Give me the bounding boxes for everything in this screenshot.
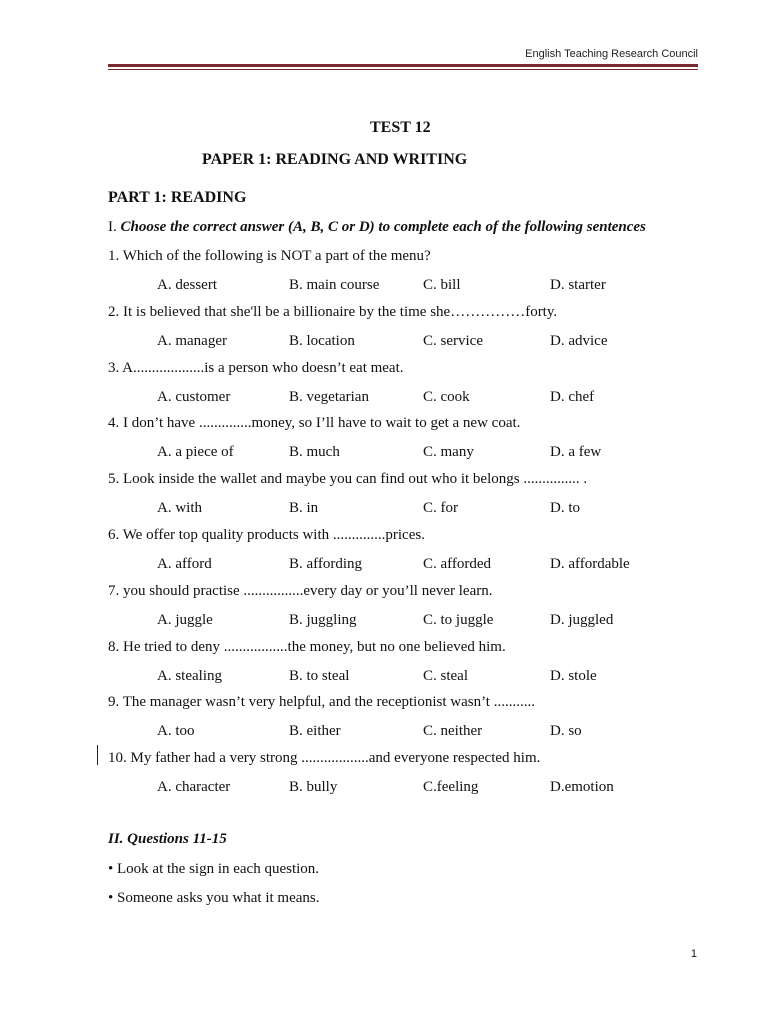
answer-option: D. to bbox=[550, 500, 580, 516]
section1-prefix: I. bbox=[108, 219, 121, 235]
answer-option: C.feeling bbox=[423, 779, 479, 795]
test-title: TEST 12 bbox=[370, 119, 431, 136]
question-stem: 5. Look inside the wallet and maybe you can find out who it belongs ............... . bbox=[108, 471, 588, 487]
answer-option: C. steal bbox=[423, 668, 468, 684]
answer-option: B. juggling bbox=[289, 612, 357, 628]
question-stem: 6. We offer top quality products with ..............prices. bbox=[108, 527, 425, 543]
header-rule-thick bbox=[108, 64, 698, 67]
answer-option: B. to steal bbox=[289, 668, 350, 684]
answer-option: A. customer bbox=[157, 389, 231, 405]
answer-option: C. many bbox=[423, 444, 474, 460]
answer-option: A. with bbox=[157, 500, 202, 516]
answer-option: D. a few bbox=[550, 444, 602, 460]
answer-option: B. vegetarian bbox=[289, 389, 369, 405]
question-stem: 3. A...................is a person who doesn’t eat meat. bbox=[108, 360, 404, 376]
section1-instruction-text: Choose the correct answer (A, B, C or D) to complete each of the following sentences bbox=[120, 219, 646, 235]
answer-option: A. juggle bbox=[157, 612, 213, 628]
section2-title: II. Questions 11-15 bbox=[108, 831, 227, 847]
answer-option: C. neither bbox=[423, 723, 483, 739]
answer-option: B. main course bbox=[289, 277, 380, 293]
answer-option: A. dessert bbox=[157, 277, 217, 293]
answer-option: C. service bbox=[423, 333, 483, 349]
answer-option: B. affording bbox=[289, 556, 363, 572]
answer-option: A. too bbox=[157, 723, 195, 739]
answer-option: A. stealing bbox=[157, 668, 222, 684]
answer-option: B. bully bbox=[289, 779, 338, 795]
answer-option: C. bill bbox=[423, 277, 461, 293]
page-number: 1 bbox=[690, 948, 697, 960]
section2-bullet: • Someone asks you what it means. bbox=[108, 890, 320, 906]
answer-option: D.emotion bbox=[550, 779, 614, 795]
answer-option: C. cook bbox=[423, 389, 470, 405]
section1-instruction bbox=[108, 218, 646, 236]
answer-option: C. afforded bbox=[423, 556, 492, 572]
section2-bullet: • Look at the sign in each question. bbox=[108, 861, 320, 877]
answer-option: C. to juggle bbox=[423, 612, 494, 628]
answer-option: C. for bbox=[423, 500, 458, 516]
answer-option: D. chef bbox=[550, 389, 595, 405]
answer-option: B. location bbox=[289, 333, 355, 349]
answer-option: B. much bbox=[289, 444, 340, 460]
answer-option: D. juggled bbox=[550, 612, 614, 628]
answer-option: D. stole bbox=[550, 668, 597, 684]
answer-option: B. either bbox=[289, 723, 341, 739]
part-title: PART 1: READING bbox=[108, 189, 247, 206]
question-stem: 10. My father had a very strong ..................and everyone respected him. bbox=[108, 750, 541, 766]
question-stem: 2. It is believed that she'll be a billionaire by the time she……………forty. bbox=[108, 304, 558, 320]
question-stem: 9. The manager wasn’t very helpful, and the receptionist wasn’t ........... bbox=[108, 694, 535, 710]
question-stem: 8. He tried to deny .................the money, but no one believed him. bbox=[108, 639, 506, 655]
header-organization: English Teaching Research Council bbox=[525, 48, 698, 60]
answer-option: D. so bbox=[550, 723, 582, 739]
answer-option: A. a piece of bbox=[157, 444, 234, 460]
answer-option: A. manager bbox=[157, 333, 227, 349]
answer-option: A. afford bbox=[157, 556, 212, 572]
paper-title: PAPER 1: READING AND WRITING bbox=[202, 151, 468, 168]
answer-option: B. in bbox=[289, 500, 319, 516]
text-cursor bbox=[97, 745, 98, 765]
question-stem: 4. I don’t have ..............money, so I’ll have to wait to get a new coat. bbox=[108, 415, 521, 431]
answer-option: D. advice bbox=[550, 333, 608, 349]
question-stem: 1. Which of the following is NOT a part of the menu? bbox=[108, 248, 431, 264]
question-stem: 7. you should practise ................every day or you’ll never learn. bbox=[108, 583, 493, 599]
answer-option: A. character bbox=[157, 779, 231, 795]
answer-option: D. affordable bbox=[550, 556, 630, 572]
header-rule-thin bbox=[108, 69, 698, 70]
answer-option: D. starter bbox=[550, 277, 606, 293]
